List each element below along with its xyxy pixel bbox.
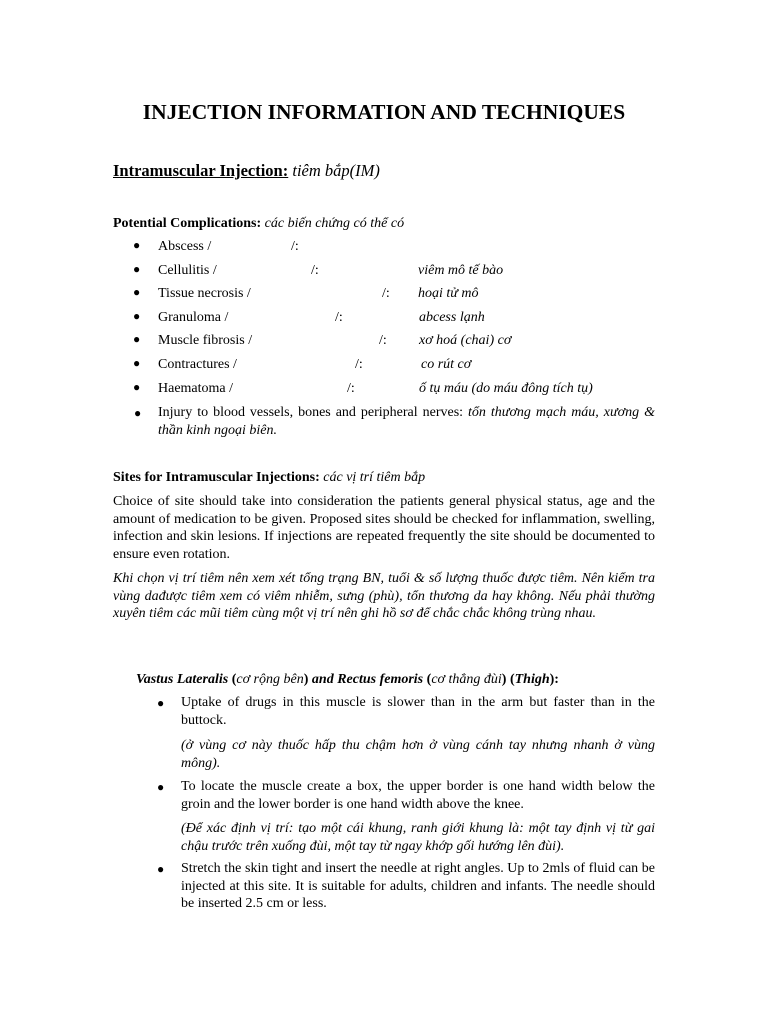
bullet-icon: ● [157, 780, 165, 794]
list-item [0, 262, 768, 280]
bullet-icon: ● [134, 406, 142, 420]
im-heading-label: Intramuscular Injection: [113, 161, 289, 180]
complication-slash: /: [335, 310, 343, 325]
complication-slash: /: [311, 263, 319, 278]
injury-viet: tổn thương mạch máu, xương & thần kinh ngoại biên. [158, 405, 655, 438]
sites-paragraph-en: Choice of site should take into consideration the patients general physical status, age and the amount of medication to be given. Proposed sites should be checked for inflammation, swelling, infection and skin lesions. If injections are repeated frequently the site should be documented to ensure even rotation. [113, 494, 655, 562]
bullet-icon: ● [133, 380, 141, 394]
complication-slash: /: [291, 239, 299, 254]
vastus-item-en: Stretch the skin tight and insert the needle at right angles. Up to 2mls of fluid can be injected at this site. It is suitable for adults, children and infants. The needle should be inserted 2.5 cm or less. [181, 861, 655, 911]
bullet-icon: ● [133, 238, 141, 252]
document-title: INJECTION INFORMATION AND TECHNIQUES [142, 100, 626, 124]
vastus-item-en: Uptake of drugs in this muscle is slower than in the arm but faster than in the buttock. [181, 695, 655, 728]
vastus-heading: Vastus Lateralis (cơ rộng bên) and Rectus femoris (cơ thẳng đùi) (Thigh): [136, 672, 559, 687]
complication-viet: abcess lạnh [419, 310, 485, 325]
complication-name: Abscess / [158, 239, 212, 254]
vastus-paren1: cơ rộng bên [236, 672, 304, 687]
complication-viet: co rút cơ [421, 357, 472, 372]
complication-name: Tissue necrosis / [158, 286, 251, 301]
vastus-paren3: Thigh [514, 672, 550, 687]
vastus-item-vi: (Để xác định vị trí: tạo một cái khung, ranh giới khung là: một tay định vị từ gai chậu trước trên xuống đùi, một tay từ ngay khớp gối hướng lên đùi). [181, 821, 655, 854]
vastus-item-en: To locate the muscle create a box, the upper border is one hand width below the groin and the lower border is one hand width above the knee. [181, 779, 655, 812]
complication-name: Contractures / [158, 357, 237, 372]
complications-heading-viet: các biến chứng có thể có [264, 216, 405, 231]
complication-viet: viêm mô tế bào [418, 263, 504, 278]
list-item [0, 332, 768, 350]
bullet-icon: ● [157, 862, 165, 876]
injury-item [158, 404, 655, 439]
sites-heading-viet: các vị trí tiêm bắp [323, 470, 426, 485]
complication-slash: /: [355, 357, 363, 372]
sites-paragraph-vi: Khi chọn vị trí tiêm nên xem xét tổng trạng BN, tuổi & số lượng thuốc được tiêm. Nên kiểm tra vùng dađược tiêm xem có viêm nhiễm, sưng (phù), tổn thương da hay không. Nếu phải thường xuyên tiêm các mũi tiêm cùng một vị trí nên ghi hồ sơ để chắc chắc không trùng nhau. [113, 571, 655, 621]
complication-name: Muscle fibrosis / [158, 333, 253, 348]
complication-slash: /: [379, 333, 387, 348]
list-item [0, 380, 768, 398]
bullet-icon: ● [157, 696, 165, 710]
im-heading [113, 161, 380, 182]
bullet-icon: ● [133, 262, 141, 276]
bullet-icon: ● [133, 332, 141, 346]
injury-text: Injury to blood vessels, bones and peripheral nerves: [158, 405, 464, 420]
sites-heading-label: Sites for Intramuscular Injections: [113, 470, 320, 485]
bullet-icon: ● [133, 356, 141, 370]
vastus-and-text: and Rectus femoris [311, 672, 424, 687]
im-heading-viet: tiêm bắp(IM) [292, 161, 380, 180]
bullet-icon: ● [133, 285, 141, 299]
complication-viet: xơ hoá (chai) cơ [419, 333, 512, 348]
complication-slash: /: [347, 381, 355, 396]
list-item [0, 356, 768, 374]
list-item [0, 309, 768, 327]
complications-heading [113, 215, 404, 233]
sites-heading [113, 469, 425, 487]
complications-heading-label: Potential Complications: [113, 216, 262, 231]
list-item [0, 285, 768, 303]
complication-slash: /: [382, 286, 390, 301]
complication-name: Haematoma / [158, 381, 234, 396]
complication-viet: ố tụ máu (do máu đông tích tụ) [419, 381, 593, 396]
complication-name: Granuloma / [158, 310, 229, 325]
vastus-name: Vastus Lateralis [136, 672, 229, 687]
bullet-icon: ● [133, 309, 141, 323]
vastus-item-vi: (ở vùng cơ này thuốc hấp thu chậm hơn ở vùng cánh tay nhưng nhanh ở vùng mông). [181, 738, 655, 771]
vastus-paren2: cơ thẳng đùi [431, 672, 502, 687]
list-item [0, 238, 768, 256]
complication-name: Cellulitis / [158, 263, 217, 278]
complication-viet: hoại tử mô [418, 286, 479, 301]
